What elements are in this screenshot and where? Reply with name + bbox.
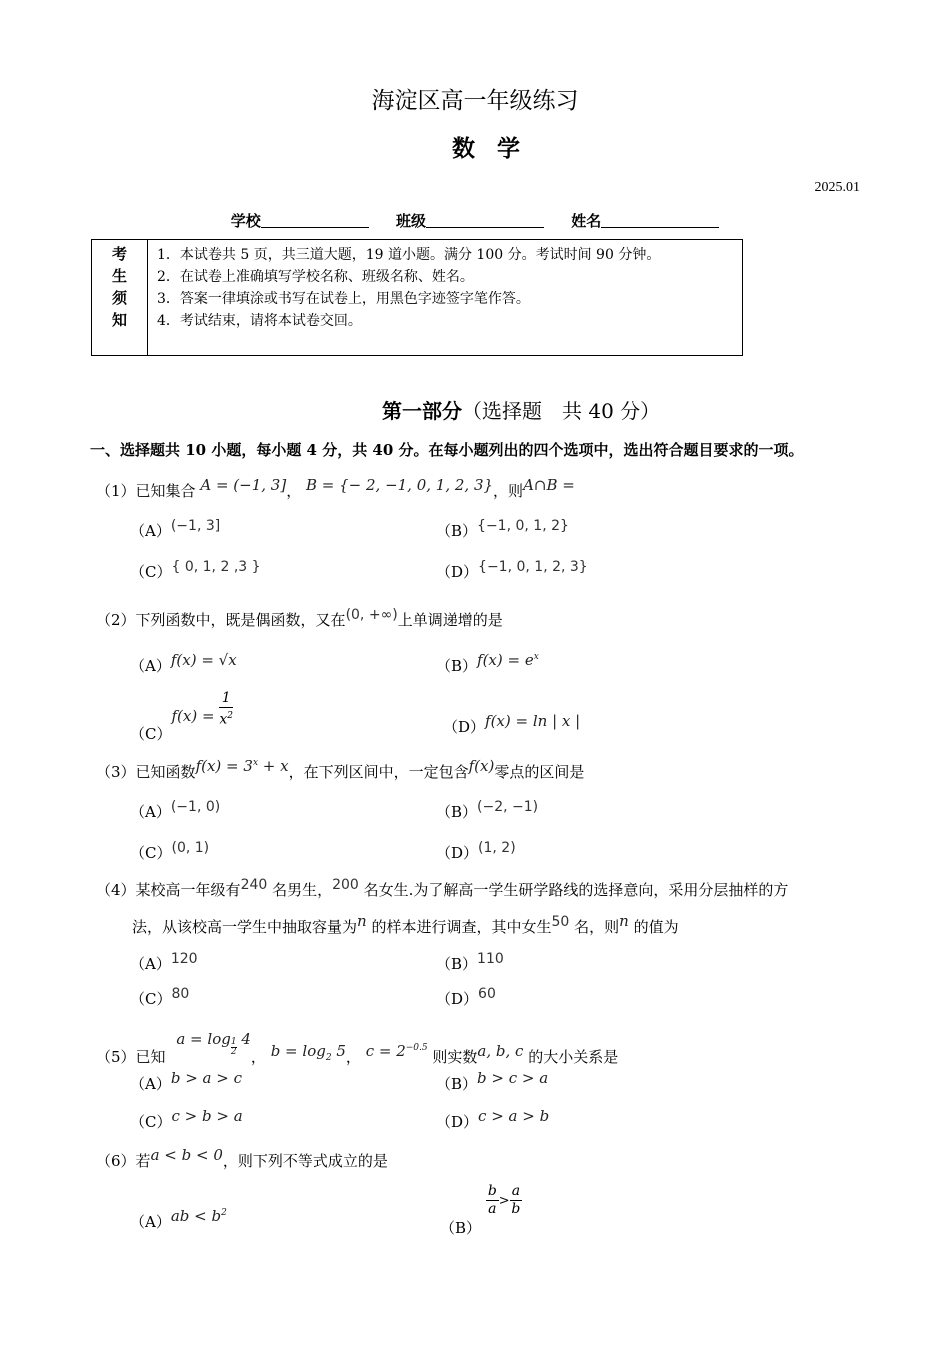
option-math: {−1, 0, 1, 2}: [477, 518, 569, 534]
page-title: 海淀区高一年级练习: [371, 88, 579, 114]
option-math: f(x) = ln | x |: [485, 712, 581, 730]
math-text: ab < b: [170, 1207, 222, 1225]
option-label: （A）: [130, 803, 171, 821]
notice-items: [157, 244, 660, 332]
frac-den: [219, 708, 233, 729]
fraction: [510, 1183, 522, 1218]
option-math: (−1, 3]: [170, 518, 221, 534]
question-1: [96, 476, 575, 501]
math-var: n: [619, 912, 629, 930]
math-text: + x: [258, 757, 289, 775]
option-b[interactable]: [436, 1069, 549, 1094]
question-6: [96, 1146, 388, 1171]
option-math: (−2, −1): [477, 799, 539, 815]
frac-num: b: [487, 1183, 497, 1199]
option-label: （A）: [130, 657, 171, 675]
option-math: b > c > a: [477, 1069, 549, 1087]
part-heading: [382, 395, 660, 424]
question-4: [96, 879, 788, 900]
math-text: 5: [336, 1042, 346, 1060]
option-a[interactable]: [130, 1069, 242, 1094]
question-number: （3）: [96, 763, 136, 781]
question-text: 已知函数: [135, 763, 196, 781]
option-math: (0, 1): [171, 840, 210, 856]
punct: ，: [250, 1048, 266, 1066]
notice-heading: [92, 240, 148, 355]
question-number: （1）: [96, 482, 136, 500]
name-field[interactable]: [601, 212, 719, 228]
option-label: （C）: [130, 990, 172, 1008]
part-title: 第一部分: [382, 399, 462, 423]
option-label: （C）: [130, 725, 172, 744]
option-label: （B）: [436, 1075, 478, 1093]
option-b[interactable]: [436, 953, 504, 974]
option-label: （D）: [436, 990, 479, 1008]
notice-item: 2．在试卷上准确填写学校名称、班级名称、姓名。: [157, 269, 474, 285]
question-number: （5）: [96, 1048, 136, 1066]
math-condition: a < b < 0: [150, 1146, 223, 1164]
question-number: （4）: [96, 881, 136, 899]
question-text: 名女生.为了解高一学生研学路线的选择意向，采用分层抽样的方: [363, 881, 789, 899]
math-sup: x: [533, 652, 539, 662]
log-base-frac: [231, 1038, 237, 1057]
notice-heading-char: 须: [111, 289, 127, 307]
option-label: （B）: [436, 522, 478, 540]
option-math: (1, 2): [478, 840, 516, 856]
option-label: （D）: [443, 718, 486, 736]
option-math: c > a > b: [478, 1107, 550, 1125]
option-c[interactable]: [130, 988, 189, 1009]
part-subtitle: （选择题 共 40 分）: [462, 399, 661, 423]
math-set-b: B = {− 2, −1, 0, 1, 2, 3}: [305, 476, 494, 494]
option-b[interactable]: [436, 801, 538, 822]
option-a[interactable]: [130, 1207, 227, 1232]
math-a-expr: [176, 1030, 251, 1057]
option-b[interactable]: [440, 1183, 522, 1237]
question-3: [96, 757, 585, 782]
option-d[interactable]: [436, 561, 588, 582]
option-math: (−1, 0): [170, 799, 221, 815]
option-math: >: [498, 1193, 510, 1209]
option-math: f(x) = √x: [170, 651, 237, 669]
option-label: （C）: [130, 1113, 172, 1131]
option-label: （B）: [436, 657, 478, 675]
option-label: （D）: [436, 844, 479, 862]
option-math: 120: [170, 951, 198, 967]
option-a[interactable]: [130, 801, 220, 822]
option-label: （A）: [130, 955, 171, 973]
option-label: （B）: [440, 1218, 482, 1237]
frac-num: 1: [219, 690, 233, 708]
option-b[interactable]: [436, 651, 539, 676]
question-text: 下列函数中，既是偶函数，又在: [135, 611, 346, 629]
math-text: a = log: [176, 1030, 231, 1048]
school-label: 学校: [230, 212, 261, 230]
notice-heading-char: 考: [111, 245, 127, 263]
option-c[interactable]: [130, 690, 233, 744]
math-expr: A∩B =: [523, 476, 575, 494]
frac-den: b: [511, 1201, 521, 1217]
math-text: f(x) = e: [477, 651, 534, 669]
math-sub: 2: [325, 1053, 332, 1063]
subject-title: 数学: [452, 135, 542, 162]
option-a[interactable]: [130, 520, 220, 541]
frac-num: a: [511, 1183, 521, 1199]
question-text: 某校高一年级有: [135, 881, 241, 899]
option-label: （D）: [436, 1113, 479, 1131]
option-c[interactable]: [130, 561, 261, 582]
math-sup: x: [252, 758, 259, 768]
option-c[interactable]: [130, 842, 209, 863]
frac-den: a: [488, 1201, 497, 1217]
math-number: 200: [332, 877, 359, 893]
frac-num: 1: [230, 1037, 237, 1047]
notice-item: 1．本试卷共 5 页，共三道大题，19 道小题。满分 100 分。考试时间 90 分钟。: [157, 247, 661, 263]
math-text: 4: [241, 1030, 251, 1048]
math-c-expr: [366, 1042, 428, 1060]
question-text: ，则: [493, 482, 524, 500]
question-text: 零点的区间是: [494, 763, 585, 781]
question-text: 的值为: [633, 918, 679, 936]
question-text: ，在下列区间中，一定包含: [288, 763, 469, 781]
math-fx: f(x): [468, 757, 495, 775]
option-d[interactable]: [436, 1107, 550, 1132]
option-math: b > a > c: [170, 1069, 242, 1087]
question-text: 名男生，: [272, 881, 333, 899]
question-text: 的样本进行调查，其中女生: [371, 918, 552, 936]
math-b-expr: [270, 1042, 346, 1063]
class-label: 班级: [395, 212, 426, 230]
option-d[interactable]: [436, 988, 496, 1009]
question-text: 的大小关系是: [528, 1048, 619, 1066]
punct: ，: [286, 482, 302, 500]
question-text: 法，从该校高一学生中抽取容量为: [132, 918, 358, 936]
fraction: [486, 1183, 499, 1218]
option-math: 110: [477, 951, 504, 967]
option-label: （B）: [436, 803, 478, 821]
math-sup: 2: [221, 1208, 227, 1218]
math-var: n: [357, 912, 367, 930]
question-number: （2）: [96, 611, 136, 629]
option-math: f(x) =: [171, 707, 215, 726]
question-text: 已知集合: [135, 482, 196, 500]
question-text: ，则下列不等式成立的是: [222, 1152, 388, 1170]
math-set-a: A = (−1, 3]: [200, 476, 287, 494]
punct: ，: [345, 1048, 361, 1066]
math-number: 240: [240, 877, 268, 893]
option-label: （A）: [130, 1075, 171, 1093]
math-vars: a, b, c: [477, 1042, 524, 1060]
math-sup: 2: [227, 711, 233, 721]
question-text: 上单调递增的是: [397, 611, 503, 629]
math-sup: −0.5: [405, 1043, 428, 1053]
option-label: （C）: [130, 563, 172, 581]
option-math: { 0, 1, 2 ,3 }: [171, 559, 261, 575]
option-math: c > b > a: [171, 1107, 243, 1125]
option-d[interactable]: [443, 712, 581, 737]
option-math: {−1, 0, 1, 2, 3}: [478, 559, 588, 575]
math-number: 50: [551, 914, 570, 930]
name-label: 姓名: [571, 212, 602, 230]
frac-den: 2: [230, 1047, 237, 1057]
math-text: b = log: [270, 1042, 326, 1060]
notice-heading-char: 生: [111, 267, 127, 285]
notice-item: 4．考试结束，请将本试卷交回。: [157, 313, 362, 329]
notice-heading-char: 知: [111, 311, 127, 329]
option-label: （C）: [130, 844, 172, 862]
option-math: 60: [478, 986, 496, 1002]
question-4-line-2: [132, 912, 679, 937]
notice-item: 3．答案一律填涂或书写在试卷上，用黑色字迹签字笔作答。: [157, 291, 530, 307]
option-d[interactable]: [436, 842, 516, 863]
math-interval: (0, +∞): [345, 607, 398, 623]
option-label: （A）: [130, 1213, 171, 1231]
option-math: [477, 651, 539, 669]
question-text: 名，则: [574, 918, 620, 936]
option-math: 80: [171, 986, 190, 1002]
option-label: （D）: [436, 563, 479, 581]
math-text: f(x) = 3: [195, 757, 253, 775]
section-instructions: 一、选择题共 10 小题，每小题 4 分，共 40 分。在每小题列出的四个选项中，选出符合题目要求的一项。: [90, 441, 804, 459]
option-a[interactable]: [130, 651, 237, 676]
exam-date: 2025.01: [814, 180, 860, 195]
school-field[interactable]: [261, 212, 369, 228]
option-label: （A）: [130, 522, 171, 540]
student-info-fields: [0, 210, 950, 231]
question-2: [96, 609, 503, 630]
question-text: 则实数: [432, 1048, 478, 1066]
option-c[interactable]: [130, 1107, 243, 1132]
option-b[interactable]: [436, 520, 569, 541]
frac-den-var: x: [219, 711, 228, 728]
option-label: （B）: [436, 955, 478, 973]
option-a[interactable]: [130, 953, 198, 974]
math-func: [196, 757, 289, 775]
question-text: 若: [135, 1152, 151, 1170]
question-text: 已知: [135, 1048, 166, 1066]
question-number: （6）: [96, 1152, 136, 1170]
math-text: c = 2: [365, 1042, 406, 1060]
fraction: [219, 690, 233, 729]
option-math: [171, 1207, 227, 1225]
exam-notice-box: [91, 239, 743, 356]
class-field[interactable]: [426, 212, 544, 228]
